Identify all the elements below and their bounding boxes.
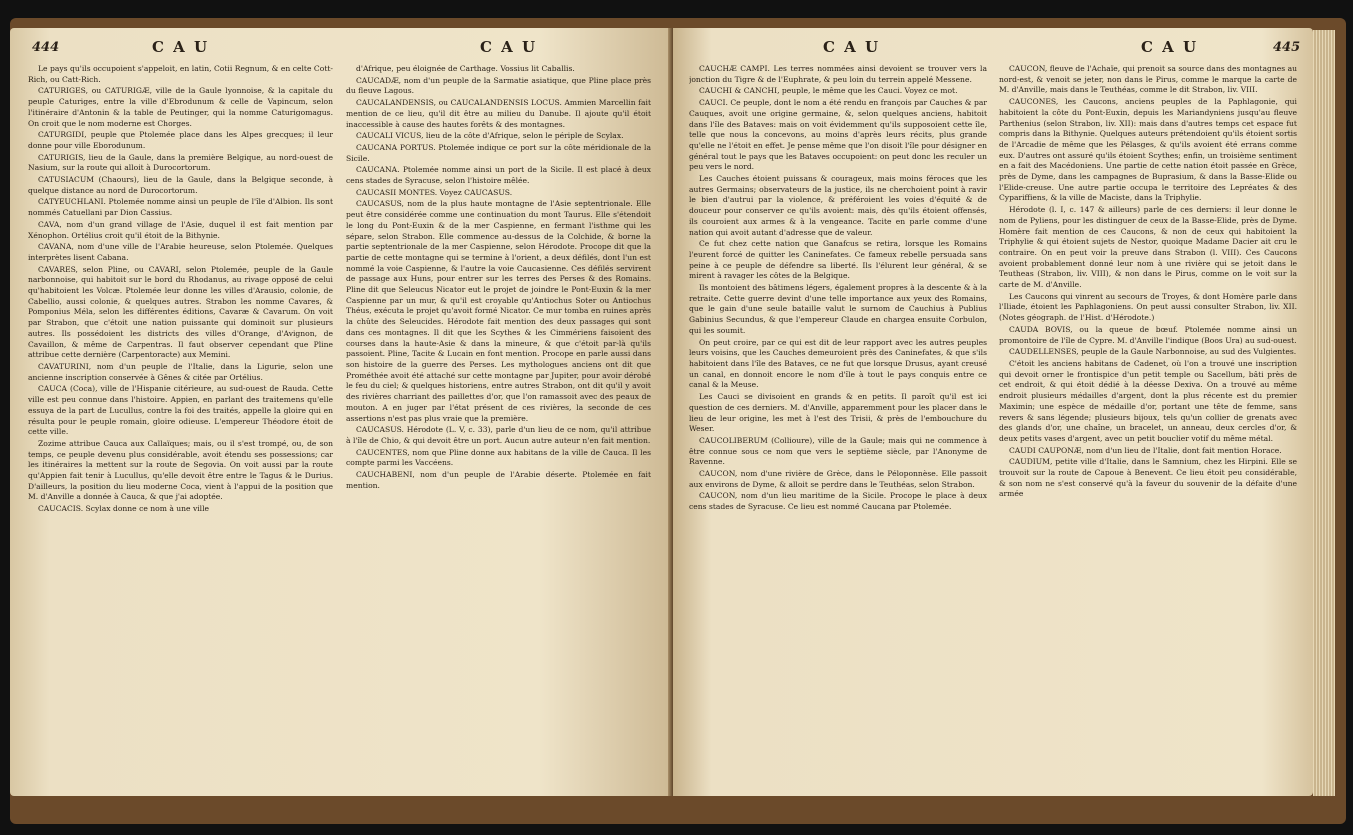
left-page (10, 28, 672, 796)
paragraph: CATYEUCHLANI. Ptolemée nomme ainsi un peuple de l'île d'Albion. Ils sont nommés Catuellani par Dion Cassius. (28, 197, 333, 218)
paragraph: CAUCENTES, nom que Pline donne aux habitans de la ville de Cauca. Il les compte parmi les Vaccéens. (346, 447, 651, 468)
paragraph: Ce fut chez cette nation que Ganafcus se retira, lorsque les Romains l'eurent forcé de quitter les Caninefates. Ce fameux rebelle persuada sans peine à ce peuple de défendre sa liberté. Ils l'élurent leur général, & se mirent à ravager les côtes de la Belgique. (689, 239, 987, 281)
paragraph: CATURIGES, ou CATURIGÆ, ville de la Gaule lyonnoise, & la capitale du peuple Caturiges, entre la ville d'Ebrodunum & celle de Vapincum, selon l'itinéraire d'Antonin & la table de Peutinger, qui la nomme Caturigomagus. On croit que le nom moderne est Chorges. (28, 86, 333, 128)
paragraph: CAUCI. Ce peuple, dont le nom a été rendu en françois par Cauches & par Cauques, avoit une origine germaine, &, selon quelques anciens, habitoit dans l'île des Bataves: mais on voit évidemment qu'ils supposoient cette île, telle que nous la concevons, au moins d'après leurs récits, plus grande qu'elle ne l'étoit en effet. Je pense même que l'on disoit l'île pour désigner en général tout le pays que les Bataves occupoient: on peut donc les reculer un peu vers le nord. (689, 98, 987, 172)
paragraph: CAUCADÆ, nom d'un peuple de la Sarmatie asiatique, que Pline place près du fleuve Lagous. (346, 75, 651, 96)
left-running-head-2: C A U (480, 38, 538, 56)
left-column-2 (346, 64, 651, 786)
paragraph: CATUSIACUM (Chaours), lieu de la Gaule, dans la Belgique seconde, à quelque distance au nord de Durocortorum. (28, 175, 333, 195)
paragraph: CAUDIUM, petite ville d'Italie, dans le Samnium, chez les Hirpini. Elle se trouvoit sur la route de Capoue à Benevent. Ce lieu étoit peu considérable, & son nom ne s'est conservé qu'à la faveur du souvenir de la défaite d'une armée (999, 457, 1297, 499)
paragraph: d'Afrique, peu éloignée de Carthage. Vossius lit Caballis. (356, 64, 575, 73)
right-column-1 (689, 64, 987, 786)
paragraph: CATURGIDI, peuple que Ptolemée place dans les Alpes grecques; il leur donne pour ville Eborodunum. (28, 130, 333, 150)
right-running-head-2: C A U (1141, 38, 1199, 56)
paragraph: CAUCASUS. Hérodote (L. V, c. 33), parle d'un lieu de ce nom, qu'il attribue à l'île de Chio, & qui devoit être un port. Aucun autre auteur n'en fait mention. (346, 425, 651, 445)
paragraph: CAUCANA PORTUS. Ptolemée indique ce port sur la côte méridionale de la Sicile. (346, 142, 651, 163)
paragraph: CAUCASUS, nom de la plus haute montagne de l'Asie septentrionale. Elle peut être considérée comme une continuation du mont Taurus. Elle s'étendoit le long du Pont-Euxin & de la mer Caspienne, en fermant l'isthme qui les sépare, selon Strabon. Elle commence au-dessus de la Colchide, & borne la partie septentrionale de la mer Caspienne, selon Hérodote. Procope dit que la partie de cette montagne qui se termine à l'orient, a deux défilés, dont l'un est nommé la voie Caspienne, & l'autre la voie Caucasienne. Ces défilés servirent de passage aux Huns, pour entrer sur les terres des Perses & des Romains. Pline dit que Seleucus Nicator eut le projet de joindre le Pont-Euxin & la mer Caspienne par un mur, & qu'il est croyable qu'Antiochus Soter ou Antiochus Théus, exécuta le projet qu'avoit formé Nicator. Ce mur tomba en ruines après la chûte des Seleucides. Hérodote fait mention des deux passages qui sont dans ces montagnes. Il dit que les Scythes & les Cimmériens faisoient des courses dans la haute-Asie & dans la mineure, & que c'étoit par-là qu'ils passoient. Pline, Tacite & Lucain en font mention. Procope en parle aussi dans son histoire de la guerre des Perses. Les mythologues anciens ont dit que Prométhée avoit été attaché sur cette montagne par Jupiter, pour avoir dérobé le feu du ciel; & quelques historiens, entre autres Strabon, ont dit qu'il y avoit des rivières charriant des paillettes d'or, que l'on ramassoit avec des peaux de mouton. A en juger par l'état présent de ces rivières, la seconde de ces assertions n'est pas plus vraie que la première. (346, 199, 651, 423)
paragraph: CAUCONES, les Caucons, anciens peuples de la Paphlagonie, qui habitoient la côte du Pont-Euxin, depuis les Mariandyniens jusqu'au fleuve Parthenius (selon Strabon, liv. XII): mais dans d'autres temps cet espace fut compris dans la Bithynie. Quelques auteurs prétendoient qu'ils étoient sortis de l'Arcadie de même que les Pélasges, & qu'ils avoient été errans comme eux. D'autres ont assuré qu'ils étoient Scythes; enfin, un troisième sentiment en a fait des Macédoniens. Une partie de cette nation étoit passée en Grèce, près de Dyme, dans les campagnes de Buprasium, & dans la Basse-Elide ou l'Elide-creuse. Une autre partie occupa le territoire des Lepréates & des Cypariffiens, & la ville de Maciste, dans la Triphylie. (999, 97, 1297, 203)
paragraph: Le pays qu'ils occupoient s'appeloit, en latin, Cotii Regnum, & en celte Cott-Rich, ou Catt-Rich. (28, 64, 333, 84)
paragraph: CAUCHI & CANCHI, peuple, le même que les Cauci. Voyez ce mot. (699, 86, 958, 96)
right-page-number: 445 (1273, 40, 1301, 55)
paragraph: CAUCOLIBERUM (Collioure), ville de la Gaule; mais qui ne commence à être connue sous ce nom que vers le septième siècle, par l'Anonyme de Ravenne. (689, 435, 987, 467)
paragraph: CATURIGIS, lieu de la Gaule, dans la première Belgique, au nord-ouest de Nasium, sur la route qui alloit à Durocortorum. (28, 152, 333, 173)
paragraph: Les Cauci se divisoient en grands & en petits. Il paroît qu'il est ici question de ces derniers. M. d'Anville, apparemment pour les placer dans le lieu de leur origine, les met à l'est des Trisii, & près de l'embouchure du Weser. (689, 392, 987, 434)
left-column-1 (28, 64, 333, 786)
paragraph: C'étoit les anciens habitans de Cadenet, où l'on a trouvé une inscription qui devoit orner le frontispice d'un petit temple ou Sacellum, bâti près de cet endroit, & qui étoit dédié à la déesse Dexiva. On a trouvé au même endroit plusieurs médailles d'argent, dont la plus récente est du premier Maximin; une espèce de médaille d'or, portant une tête de femme, sans revers & sans légende; plusieurs bijoux, tels qu'un collier de grenats avec des glands d'or, une chaîne, un bracelet, un anneau, deux cercles d'or, & deux petits vases d'argent, avec un petit bouclier votif du même métal. (999, 358, 1297, 443)
paragraph: CAUCA (Coca), ville de l'Hispanie citérieure, au sud-ouest de Rauda. Cette ville est peu connue dans l'histoire. Appien, en parlant des traitemens qu'elle essuya de la part de Lucullus, contre la foi des traités, appelle la gloire qui en résulta pour le peuple romain, gloire odieuse. L'empereur Théodore étoit de cette ville. (28, 384, 333, 437)
paragraph: Les Caucons qui vinrent au secours de Troyes, & dont Homère parle dans l'Iliade, étoient les Paphlagoniens. On peut aussi consulter Strabon, liv. XII. (Notes géograph. de l'Hist. d'Hérodote.) (999, 291, 1297, 323)
right-column-2 (999, 64, 1297, 786)
paragraph: CAVARES, selon Pline, ou CAVARI, selon Ptolemée, peuple de la Gaule narbonnoise, qui habitoit sur le bord du Rhodanus, au rivage opposé de celui qu'habitoient les Volcæ. Ptolemée leur donne les villes d'Arausio, colonie, de Cabellio, aussi colonie, & quelques autres. Strabon les nomme Cavares, & Pomponius Méla, selon les différentes éditions, Cavaræ & Cavarum. On voit par Strabon, que c'étoit une nation puissante qui dominoit sur plusieurs autres. Ils possédoient les districts des villes d'Orange, d'Avignon, de Cavaillon, & même de Carpentras. Il faut observer cependant que Pline attribue cette dernière (Carpentoracte) aux Memini. (28, 264, 333, 360)
page-edges (1313, 30, 1335, 796)
left-running-head-1: C A U (152, 38, 210, 56)
paragraph: Ils montoient des bâtimens légers, également propres à la descente & à la retraite. Cette guerre devint d'une telle importance aux yeux des Romains, que le gain d'une seule bataille valut le surnom de Cauchius à Publius Gabinius Secundus, & que l'empereur Claude en chargea ensuite Corbulon, qui les soumit. (689, 283, 987, 335)
paragraph: CAVA, nom d'un grand village de l'Asie, duquel il est fait mention par Xénophon. Ortélius croit qu'il étoit de la Bithynie. (28, 219, 333, 240)
paragraph: CAUCALI VICUS, lieu de la côte d'Afrique, selon le périple de Scylax. (356, 131, 624, 141)
paragraph: CAUCACIS. Scylax donne ce nom à une ville (38, 504, 210, 514)
paragraph: CAUCASII MONTES. Voyez CAUCASUS. (356, 187, 513, 197)
paragraph: CAVANA, nom d'une ville de l'Arabie heureuse, selon Ptolemée. Quelques interprètes lisent Cabana. (28, 242, 333, 262)
paragraph: Zozime attribue Cauca aux Callaïques; mais, ou il s'est trompé, ou, de son temps, ce peuple devenu plus considérable, avoit étendu ses possessions; car les itinéraires la mettent sur la route de Segovia. On voit aussi par la route qu'Appien fait tenir à Lucullus, qu'elle devoit être entre le Tagus & le Durius. D'ailleurs, la position du lieu moderne Coca, vient à l'appui de la position que M. d'Anville a donnée à Cauca, & que j'ai adoptée. (28, 438, 333, 502)
paragraph: CAUCON, nom d'une rivière de Grèce, dans le Péloponnèse. Elle passoit aux environs de Dyme, & alloit se perdre dans le Teuthéas, selon Strabon. (689, 469, 987, 489)
paragraph: CAUCALANDENSIS, ou CAUCALANDENSIS LOCUS. Ammien Marcellin fait mention de ce lieu, qu'il dit être au milieu du Danube. Il ajoute qu'il étoit inaccessible à cause des hautes forêts & des montagnes. (346, 98, 651, 129)
paragraph: CAUCHABENI, nom d'un peuple de l'Arabie déserte. Ptolemée en fait mention. (346, 470, 651, 490)
left-page-number: 444 (32, 40, 60, 55)
paragraph: CAUDI CAUPONÆ, nom d'un lieu de l'Italie, dont fait mention Horace. (1009, 445, 1282, 455)
paragraph: CAUCANA. Ptolemée nomme ainsi un port de la Sicile. Il est placé à deux cens stades de Syracuse, selon l'histoire mêlée. (346, 165, 651, 186)
paragraph: CAUCON, nom d'un lieu maritime de la Sicile. Procope le place à deux cens stades de Syracuse. Ce lieu est nommé Caucana par Ptolemée. (689, 491, 987, 512)
paragraph: CAVATURINI, nom d'un peuple de l'Italie, dans la Ligurie, selon une ancienne inscription conservée à Gênes & citée par Ortélius. (28, 361, 333, 382)
paragraph: CAUDA BOVIS, ou la queue de bœuf. Ptolemée nomme ainsi un promontoire de l'île de Cypre. M. d'Anville l'indique (Boos Ura) au sud-ouest. (999, 324, 1297, 345)
right-running-head-1: C A U (823, 38, 881, 56)
paragraph: CAUCHÆ CAMPI. Les terres nommées ainsi devoient se trouver vers la jonction du Tigre & de l'Euphrate, & peu loin du terrein appelé Messene. (689, 64, 987, 84)
paragraph: Hérodote (l. I, c. 147 & ailleurs) parle de ces derniers: il leur donne le nom de Pyliens, pour les distinguer de ceux de la Basse-Elide, près de Dyme. Homère fait mention de ces Caucons, & non de ceux qui habitoient la Triphylie & qui étoient sujets de Nestor, quoique Madame Dacier ait cru le contraire. On en peut voir la preuve dans Strabon (l. VIII). Ces Caucons avoient probablement donné leur nom à une rivière qui se jetoit dans le Teutheas (Strabon, liv. VIII), & non dans le Pirus, comme on le voit sur la carte de M. d'Anville. (999, 205, 1297, 290)
paragraph: Les Cauches étoient puissans & courageux, mais moins féroces que les autres Germains; observateurs de la justice, ils ne cherchoient point à ravir le bien d'autrui par la violence, & préféroient les voies d'équité & de douceur pour conserver ce qu'ils avoient: mais, dès qu'ils étoient offensés, ils couroient aux armes & à la vengeance. Tacite en parle comme d'une nation qui avoit autant d'adresse que de valeur. (689, 174, 987, 237)
right-page (673, 28, 1313, 796)
paragraph: CAUCON, fleuve de l'Achaïe, qui prenoit sa source dans des montagnes au nord-est, & venoit se jeter, non dans le Pirus, comme le marque la carte de M. d'Anville, mais dans le Teuthéas, comme le dit Strabon, liv. VIII. (999, 64, 1297, 95)
paragraph: CAUDELLENSES, peuple de la Gaule Narbonnoise, au sud des Vulgientes. (1009, 347, 1297, 357)
paragraph: On peut croire, par ce qui est dit de leur rapport avec les autres peuples leurs voisins, que les Cauches demeuroient près des Caninefates, & que s'ils habitoient dans l'île des Bataves, ce ne fut que lorsque Drusus, ayant creusé un canal, en donnoit encore le nom d'île à tout le pays conquis entre ce canal & la Meuse. (689, 337, 987, 390)
